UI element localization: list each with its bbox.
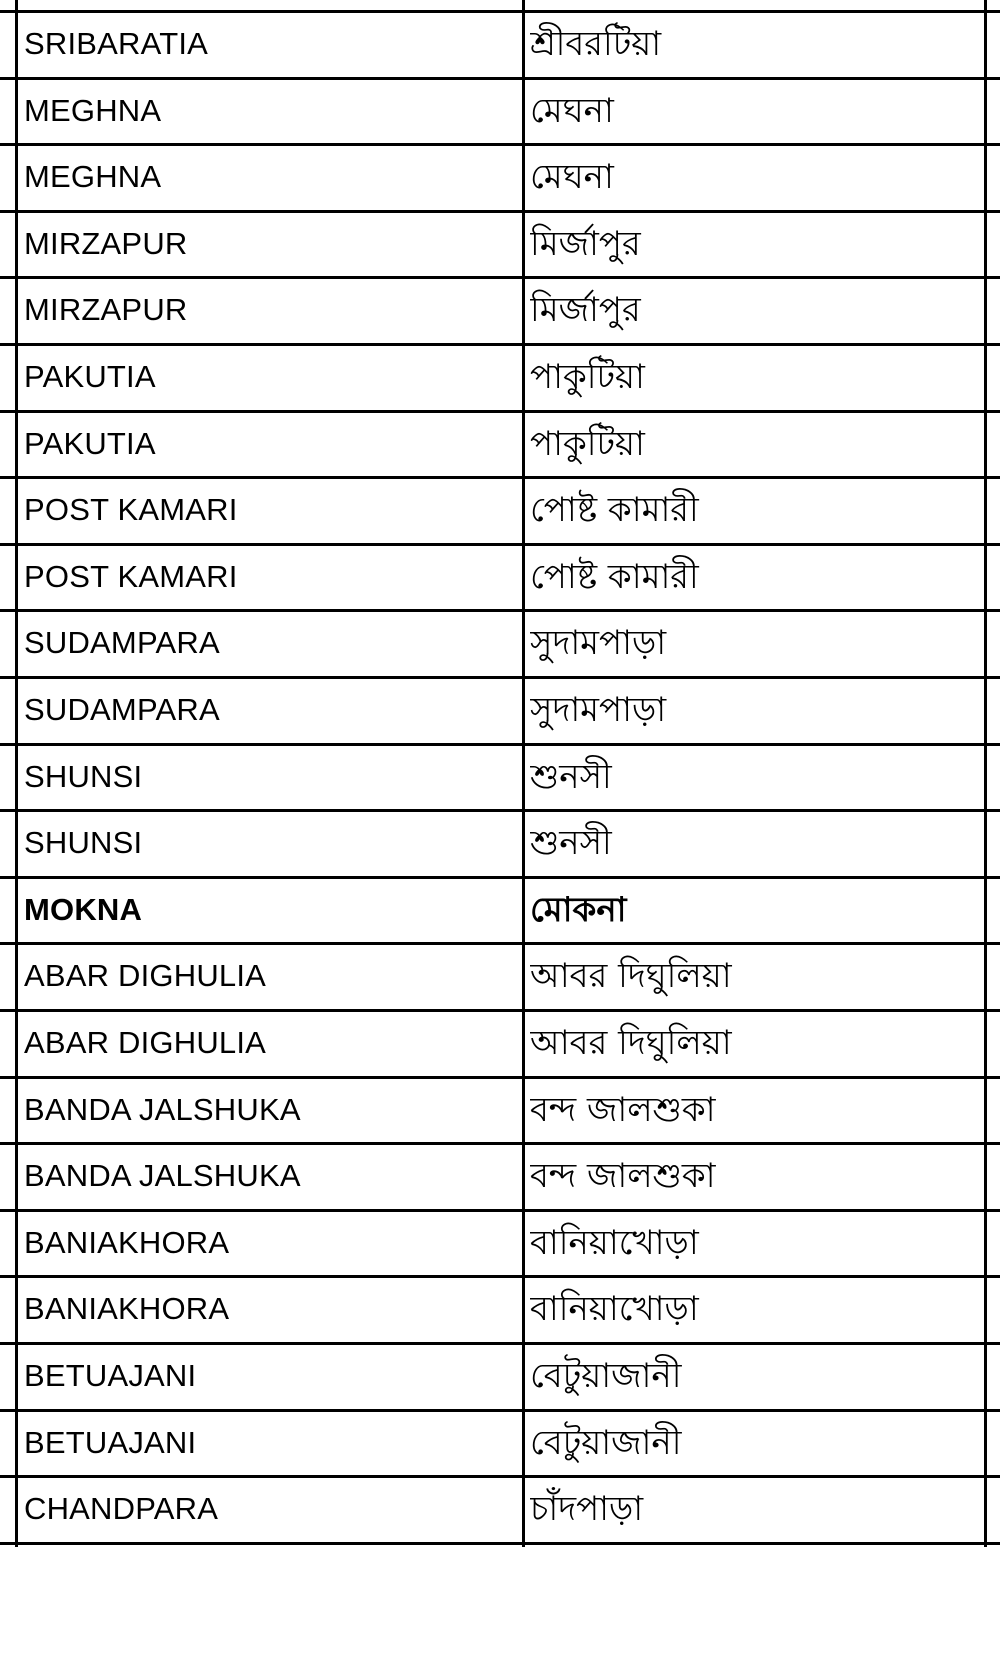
table-cell-bengali: মির্জাপুর bbox=[530, 290, 641, 330]
table-cell-english: POST KAMARI bbox=[24, 559, 238, 594]
table-cell-english: SUDAMPARA bbox=[24, 692, 220, 727]
table-cell-english: PAKUTIA bbox=[24, 426, 156, 461]
table-cell-bengali: শুনসী bbox=[530, 823, 612, 863]
table-cell-english: SHUNSI bbox=[24, 759, 143, 794]
table-cell-bengali: মোকনা bbox=[530, 890, 627, 930]
table-cell-english: SHUNSI bbox=[24, 825, 143, 860]
table-cell-bengali: মির্জাপুর bbox=[530, 224, 641, 264]
table-cell-bengali: চাঁদপাড়া bbox=[530, 1489, 644, 1529]
table-cell-english: SUDAMPARA bbox=[24, 625, 220, 660]
table-cell-bengali: বানিয়াখোড়া bbox=[530, 1289, 699, 1329]
table-cell-english: MIRZAPUR bbox=[24, 292, 188, 327]
table-cell-english: ABAR DIGHULIA bbox=[24, 1025, 267, 1060]
table-cell-english: BANDA JALSHUKA bbox=[24, 1092, 301, 1127]
table-cell-english: BETUAJANI bbox=[24, 1358, 197, 1393]
table-cell-bengali: শ্রীবরটিয়া bbox=[530, 24, 662, 64]
row-divider bbox=[0, 1542, 1000, 1545]
table-cell-english: SRIBARATIA bbox=[24, 26, 209, 61]
table-cell-bengali: পোষ্ট কামারী bbox=[530, 490, 699, 530]
column-border-right bbox=[984, 0, 987, 1547]
table-cell-bengali: বন্দ জালশুকা bbox=[530, 1090, 716, 1130]
table-cell-bengali: আবর দিঘুলিয়া bbox=[530, 956, 732, 996]
table-cell-english: CHANDPARA bbox=[24, 1491, 219, 1526]
table-cell-bengali: মেঘনা bbox=[530, 91, 614, 131]
table-cell-bengali: পাকুটিয়া bbox=[530, 357, 645, 397]
table-cell-english: POST KAMARI bbox=[24, 492, 238, 527]
table-cell-bengali: মেঘনা bbox=[530, 157, 614, 197]
column-border-left bbox=[15, 0, 18, 1547]
table-cell-english: ABAR DIGHULIA bbox=[24, 958, 267, 993]
table-cell-bengali: বানিয়াখোড়া bbox=[530, 1223, 699, 1263]
table-cell-bengali: আবর দিঘুলিয়া bbox=[530, 1023, 732, 1063]
table-cell-bengali: পাকুটিয়া bbox=[530, 424, 645, 464]
table-cell-english: MOKNA bbox=[24, 892, 143, 927]
table-cell-english: MEGHNA bbox=[24, 93, 162, 128]
table-cell-english: BANDA JALSHUKA bbox=[24, 1158, 301, 1193]
table-cell-english: BANIAKHORA bbox=[24, 1225, 230, 1260]
column-border-middle bbox=[522, 0, 525, 1547]
table-cell-bengali: পোষ্ট কামারী bbox=[530, 557, 699, 597]
table-cell-bengali: সুদামপাড়া bbox=[530, 690, 667, 730]
table-cell-bengali: সুদামপাড়া bbox=[530, 623, 667, 663]
table-cell-english: BANIAKHORA bbox=[24, 1291, 230, 1326]
table-cell-bengali: বেটুয়াজানী bbox=[530, 1356, 682, 1396]
table-cell-bengali: বন্দ জালশুকা bbox=[530, 1156, 716, 1196]
table-cell-english: MIRZAPUR bbox=[24, 226, 188, 261]
table-cell-english: MEGHNA bbox=[24, 159, 162, 194]
table-cell-english: BETUAJANI bbox=[24, 1425, 197, 1460]
table-cell-english: PAKUTIA bbox=[24, 359, 156, 394]
table-cell-bengali: শুনসী bbox=[530, 757, 612, 797]
table-cell-bengali: বেটুয়াজানী bbox=[530, 1423, 682, 1463]
